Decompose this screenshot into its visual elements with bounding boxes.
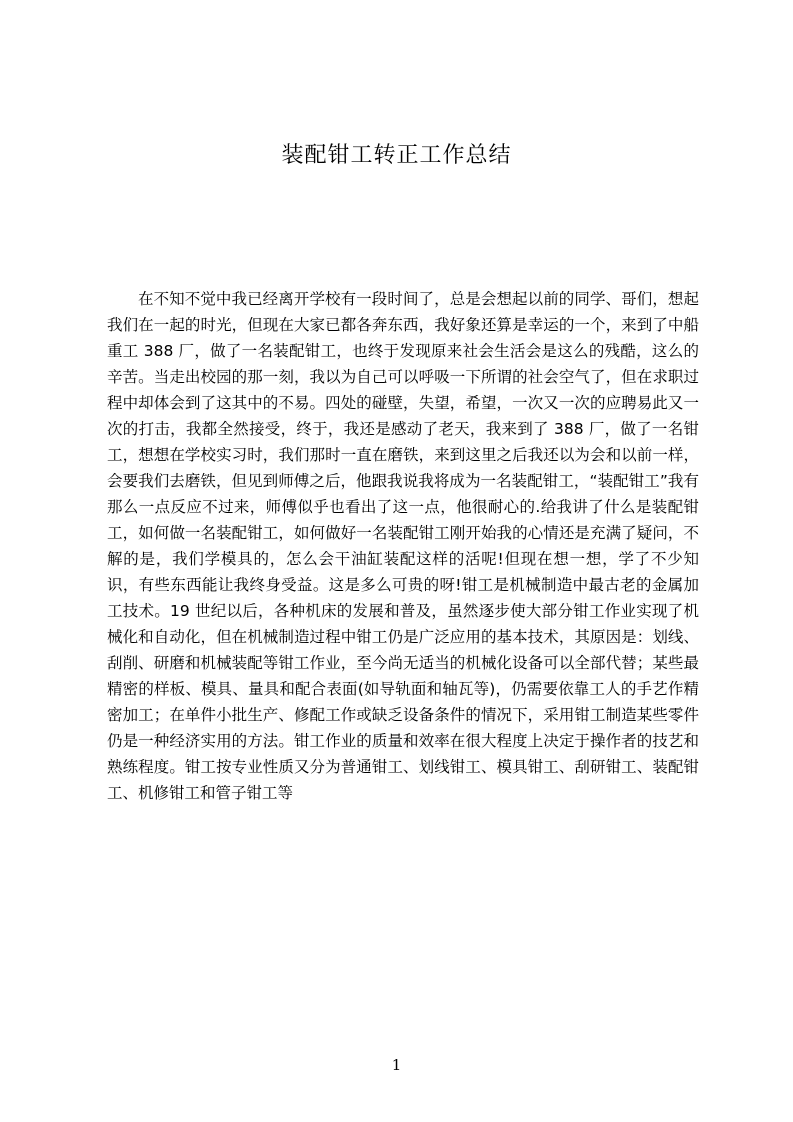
document-title: 装配钳工转正工作总结: [281, 143, 512, 168]
body-paragraph: 在不知不觉中我已经离开学校有一段时间了，总是会想起以前的同学、哥们，想起我们在一起的时光，但现在大家已都各奔东西，我好象还算是幸运的一个，来到了中船重工 388 厂，做了一名装配钳工，也终于发现原来社会生活会是这么的残酷，这么的辛苦。当走出校园的那一刻，我以为自己可以呼吸一下所谓的社会空气了，但在求职过程中却体会到了这其中的不易。四处的碰壁，失望，希望，一次又一次的应聘易此又一次的打击，我都全然接受，终于，我还是感动了老天，我来到了 388 厂，做了一名钳工，想想在学校实习时，我们那时一直在磨铁，来到这里之后我还以为会和以前一样，会要我们去磨铁，但见到师傅之后，他跟我说我将成为一名装配钳工，“装配钳工”我有那么一点反应不过来，师傅似乎也看出了这一点，他很耐心的.给我讲了什么是装配钳工，如何做一名装配钳工，如何做好一名装配钳工刚开始我的心情还是充满了疑问，不解的是，我们学模具的，怎么会干油缸装配这样的活呢!但现在想一想，学了不少知识，有些东西能让我终身受益。这是多么可贵的呀!钳工是机械制造中最古老的金属加工技术。19 世纪以后，各种机床的发展和普及，虽然逐步使大部分钳工作业实现了机械化和自动化，但在机械制造过程中钳工仍是广泛应用的基本技术，其原因是：划线、刮削、研磨和机械装配等钳工作业，至今尚无适当的机械化设备可以全部代替；某些最精密的样板、模具、量具和配合表面(如导轨面和轴瓦等)，仍需要依靠工人的手艺作精密加工；在单件小批生产、修配工作或缺乏设备条件的情况下，采用钳工制造某些零件仍是一种经济实用的方法。钳工作业的质量和效率在很大程度上决定于操作者的技艺和熟练程度。钳工按专业性质又分为普通钳工、划线钳工、模具钳工、刮研钳工、装配钳工、机修钳工和管子钳工等: [107, 290, 699, 802]
page-number: 1: [391, 1056, 402, 1074]
